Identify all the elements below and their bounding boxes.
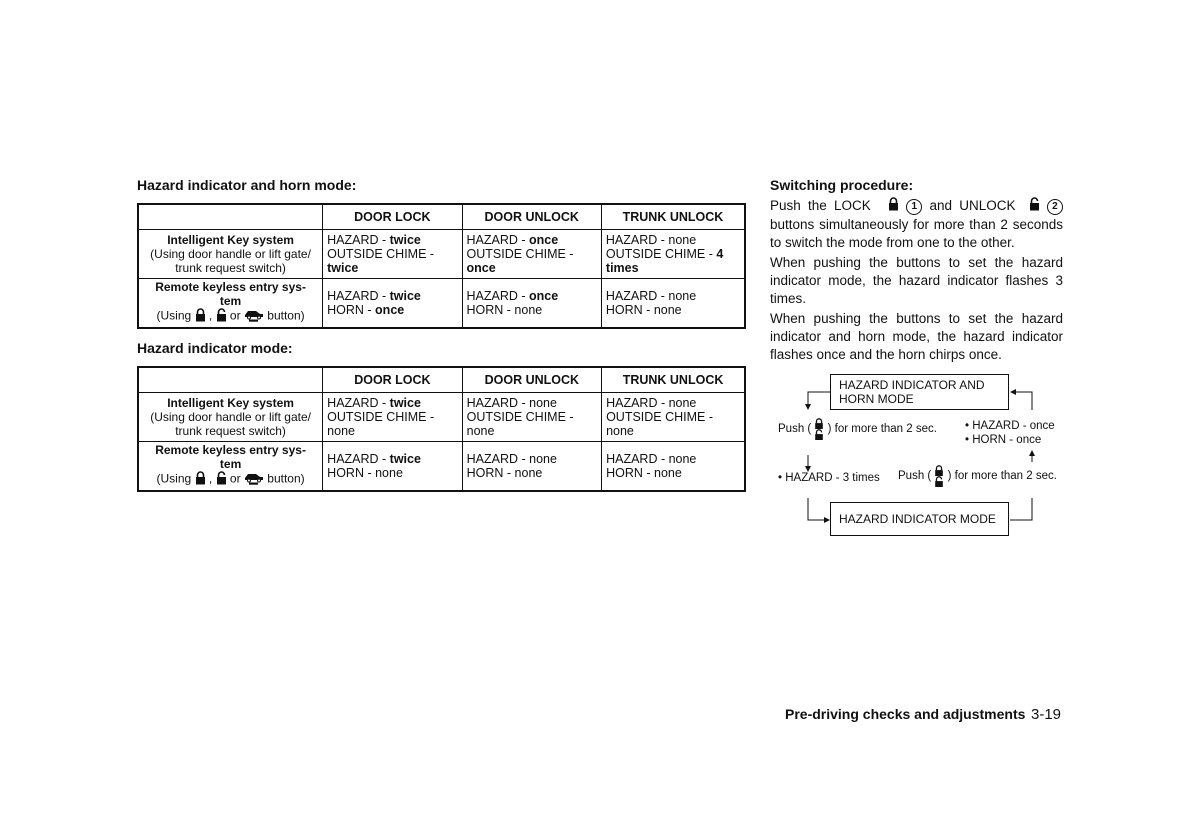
cell-text: HAZARD - none [466,451,557,466]
paragraph-hazard-horn-mode: When pushing the buttons to set the hazard indicator and horn mode, the hazard indicator flashes once and the horn chirps once. [770,311,1063,362]
table-cell [323,229,462,278]
button-text: button) [267,471,305,486]
cell-text: HAZARD - none [606,451,697,466]
table-cell [602,441,745,491]
cell-value: twice [389,232,421,247]
row-title: Remote keyless entry sys- [155,280,306,295]
row-header-remote-keyless [138,441,323,491]
lock-icon [888,197,899,216]
table-header-row [138,367,745,392]
using-text: (Using [156,471,192,486]
row-subtitle: trunk request switch) [175,423,286,438]
table-cell [323,278,462,328]
comma-text: , [208,471,213,486]
cell-text: HAZARD - none [606,395,697,410]
cell-text: HAZARD - [327,451,390,466]
section-title-hazard: Hazard indicator mode: [137,340,293,356]
paragraph-switching [770,197,1063,252]
page-number: 3-19 [1031,706,1062,723]
cell-text: HAZARD - [327,232,390,247]
header-door-unlock: DOOR UNLOCK [462,204,601,229]
callout-number: 1 [906,199,922,215]
header-door-lock: DOOR LOCK [323,204,462,229]
box-text: HORN MODE [839,392,914,406]
table-cell [602,392,745,441]
row-header-intelligent-key [138,229,323,278]
section-title-hazard-horn: Hazard indicator and horn mode: [137,177,357,193]
table-cell [462,229,601,278]
unlock-icon [216,471,227,488]
cell-text: OUTSIDE CHIME - [606,409,714,424]
header-door-lock: DOOR LOCK [323,367,462,392]
table-cell [601,229,745,278]
cell-text: HAZARD - [327,395,390,410]
table-row [138,278,745,328]
or-text: or [229,471,241,486]
cell-value: 4 [716,246,724,261]
cell-text: HORN - none [605,302,682,317]
push-text: Push ( [778,423,812,436]
cell-text: HORN - [327,302,376,317]
cell-text: none [327,423,355,438]
lock-icon [195,471,206,488]
cell-text: HORN - none [466,302,543,317]
cell-value: once [529,232,559,247]
cell-text: OUTSIDE CHIME - [327,409,435,424]
table-row [138,441,745,491]
cell-text: HORN - none [466,465,543,480]
cell-value: twice [389,288,421,303]
cell-value: twice [389,395,421,410]
button-text: button) [267,308,305,323]
box-text: HAZARD INDICATOR AND [839,378,985,392]
push-text: Push ( [898,470,932,483]
push-text: ) for more than 2 sec. [947,470,1057,483]
section-title-switching: Switching procedure: [770,177,914,193]
cell-text: OUTSIDE CHIME - [327,246,435,261]
hazard-3-times-bullet: • HAZARD - 3 times [778,472,880,484]
header-empty [138,367,323,392]
table-cell [462,441,601,491]
para-text: Push the LOCK [770,198,871,214]
row-subtitle: trunk request switch) [175,260,286,275]
unlock-icon [216,308,227,325]
row-header-remote-keyless [138,278,323,328]
mode-box-hazard: HAZARD INDICATOR MODE [830,502,1009,536]
row-header-intelligent-key [138,392,323,441]
trunk-hold-icon [244,308,264,325]
cell-value: times [605,260,639,275]
header-empty [138,204,323,229]
cell-value: once [529,288,559,303]
bullet-text: • HAZARD - once [965,420,1055,432]
header-trunk-unlock: TRUNK UNLOCK [601,204,745,229]
row-title: tem [219,457,242,472]
hazard-table [137,366,746,492]
table-header-row [138,204,745,229]
lock-unlock-stack-icon [814,418,824,440]
cell-text: OUTSIDE CHIME - [466,246,574,261]
cell-text: HAZARD - none [605,288,697,303]
cell-text: HORN - none [606,465,682,480]
push-lock-instruction [778,418,937,440]
header-door-unlock: DOOR UNLOCK [462,367,601,392]
paragraph-hazard-mode: When pushing the buttons to set the hazard indicator mode, the hazard indicator flashes 3 times. [770,255,1063,306]
unlock-icon [1029,197,1040,216]
row-title: Intelligent Key system [167,395,294,410]
or-text: or [229,308,241,323]
table-cell [601,278,745,328]
cell-text: OUTSIDE CHIME - [466,409,574,424]
cell-text: HAZARD - [327,288,390,303]
header-trunk-unlock: TRUNK UNLOCK [602,367,745,392]
callout-number: 2 [1047,199,1063,215]
cell-value: twice [389,451,421,466]
lock-unlock-stack-icon [934,465,944,487]
cell-text: OUTSIDE CHIME - [605,246,717,261]
cell-value: once [375,302,405,317]
cell-text: HAZARD - none [466,395,557,410]
para-text: buttons simultaneously for more than 2 seconds to switch the mode from one to the other. [770,217,1063,250]
cell-text: HAZARD - [466,232,530,247]
lock-icon [195,308,206,325]
trunk-hold-icon [244,471,264,488]
table-cell [462,278,601,328]
table-cell [323,441,462,491]
using-text: (Using [156,308,192,323]
cell-text: HAZARD - none [605,232,697,247]
table-cell [462,392,601,441]
hazard-horn-bullets [965,419,1055,447]
row-title: tem [219,294,242,309]
push-text: ) for more than 2 sec. [827,423,937,436]
cell-value: once [466,260,496,275]
cell-text: HORN - none [327,465,403,480]
table-cell [323,392,462,441]
table-row [138,392,745,441]
row-subtitle: (Using door handle or lift gate/ [150,409,311,424]
cell-value: twice [327,260,359,275]
hazard-horn-table [137,203,746,329]
cell-text: none [466,423,495,438]
row-subtitle: (Using door handle or lift gate/ [150,246,311,261]
para-text: and UNLOCK [929,198,1016,214]
cell-text: HAZARD - [466,288,530,303]
row-title: Intelligent Key system [167,232,294,247]
bullet-text: • HORN - once [965,434,1042,446]
push-unlock-instruction [898,465,1057,487]
cell-text: none [606,423,634,438]
table-row [138,229,745,278]
mode-box-hazard-horn [830,374,1009,410]
row-title: Remote keyless entry sys- [155,443,306,458]
footer-section-title: Pre-driving checks and adjustments [785,706,1026,722]
comma-text: , [208,308,213,323]
